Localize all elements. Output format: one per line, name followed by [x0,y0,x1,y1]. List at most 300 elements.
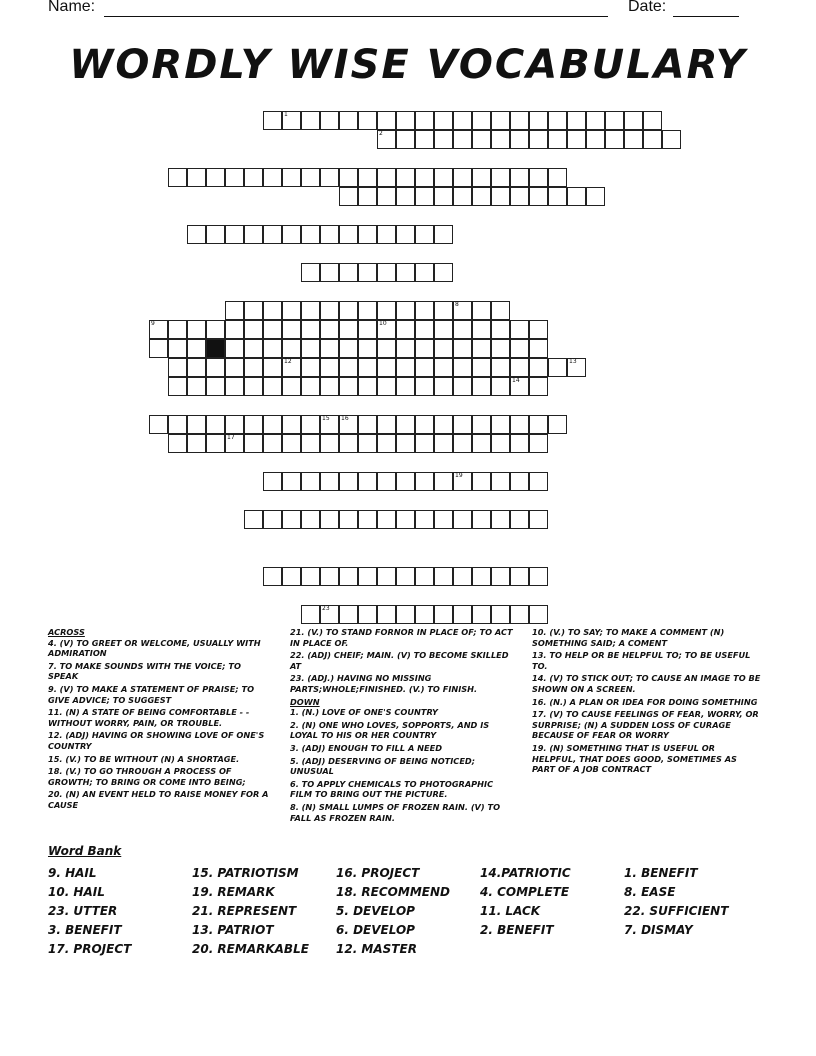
crossword-cell[interactable] [510,339,529,358]
crossword-cell[interactable] [586,111,605,130]
crossword-cell[interactable] [472,567,491,586]
crossword-cell[interactable] [244,377,263,396]
crossword-cell[interactable] [567,130,586,149]
crossword-cell[interactable] [529,605,548,624]
crossword-cell[interactable] [415,472,434,491]
crossword-cell[interactable] [415,111,434,130]
crossword-cell[interactable] [415,301,434,320]
crossword-cell[interactable] [320,377,339,396]
crossword-cell[interactable] [472,605,491,624]
crossword-cell[interactable] [282,434,301,453]
crossword-cell[interactable] [263,358,282,377]
crossword-cell[interactable] [339,187,358,206]
crossword-cell[interactable] [187,434,206,453]
crossword-cell[interactable] [491,510,510,529]
clues-column-3 [532,627,762,777]
crossword-cell[interactable] [320,358,339,377]
crossword-cell[interactable] [168,358,187,377]
crossword-cell[interactable] [510,168,529,187]
crossword-cell[interactable] [472,111,491,130]
crossword-cell[interactable] [168,339,187,358]
crossword-cell[interactable] [586,187,605,206]
crossword-cell[interactable] [320,320,339,339]
crossword-cell[interactable] [396,263,415,282]
crossword-cell[interactable] [586,130,605,149]
clue-across: 20. (N) AN EVENT HELD TO RAISE MONEY FOR A CAUSE [48,789,269,810]
crossword-cell[interactable] [415,358,434,377]
crossword-cell[interactable] [491,358,510,377]
crossword-cell[interactable] [320,605,339,624]
crossword-cell[interactable] [491,187,510,206]
crossword-cell[interactable] [339,111,358,130]
crossword-cell[interactable] [358,301,377,320]
crossword-cell[interactable] [339,263,358,282]
crossword-cell[interactable] [377,472,396,491]
crossword-cell[interactable] [358,225,377,244]
crossword-cell[interactable] [168,168,187,187]
crossword-cell[interactable] [548,130,567,149]
crossword-cell[interactable] [206,320,225,339]
crossword-cell[interactable] [529,567,548,586]
crossword-cell[interactable] [434,510,453,529]
crossword-cell[interactable] [377,111,396,130]
crossword-cell[interactable] [358,434,377,453]
crossword-cell[interactable] [263,320,282,339]
crossword-cell[interactable] [510,111,529,130]
crossword-cell[interactable] [434,320,453,339]
crossword-cell[interactable] [529,510,548,529]
crossword-cell[interactable] [358,510,377,529]
crossword-cell[interactable] [225,415,244,434]
crossword-cell[interactable] [396,320,415,339]
crossword-cell[interactable] [282,320,301,339]
crossword-cell[interactable] [358,168,377,187]
crossword-cell[interactable] [491,434,510,453]
crossword-cell[interactable] [472,130,491,149]
crossword-cell[interactable] [339,301,358,320]
crossword-cell[interactable] [415,187,434,206]
crossword-cell[interactable] [225,358,244,377]
crossword-cell[interactable] [510,358,529,377]
crossword-cell[interactable] [510,567,529,586]
crossword-cell[interactable] [453,320,472,339]
crossword-cell[interactable] [263,225,282,244]
crossword-cell[interactable] [605,111,624,130]
crossword-cell[interactable] [396,111,415,130]
crossword-cell[interactable] [301,339,320,358]
crossword-cell[interactable] [244,358,263,377]
crossword-cell[interactable] [225,225,244,244]
crossword-cell[interactable] [282,301,301,320]
crossword-cell[interactable] [377,377,396,396]
crossword-cell[interactable] [282,168,301,187]
crossword-cell[interactable] [624,111,643,130]
crossword-cell[interactable] [415,168,434,187]
crossword-cell[interactable] [206,377,225,396]
crossword-cell[interactable] [377,225,396,244]
crossword-cell[interactable] [396,567,415,586]
crossword-cell[interactable] [301,415,320,434]
crossword-cell[interactable] [548,111,567,130]
crossword-cell[interactable] [358,605,377,624]
crossword-cell[interactable] [472,358,491,377]
crossword-cell[interactable] [472,434,491,453]
crossword-cell[interactable] [510,320,529,339]
crossword-cell[interactable] [434,434,453,453]
crossword-cell[interactable] [244,301,263,320]
crossword-cell[interactable] [415,339,434,358]
crossword-cell[interactable] [396,605,415,624]
crossword-cell[interactable] [396,225,415,244]
crossword-cell[interactable] [187,168,206,187]
crossword-cell[interactable] [320,567,339,586]
crossword-cell[interactable] [396,187,415,206]
crossword-cell[interactable] [472,168,491,187]
crossword-cell[interactable] [206,168,225,187]
crossword-cell[interactable] [453,301,472,320]
word-bank-item: 19. REMARK [192,885,275,899]
crossword-cell[interactable] [453,567,472,586]
crossword-cell[interactable] [453,377,472,396]
crossword-cell[interactable] [263,510,282,529]
crossword-cell[interactable] [320,263,339,282]
crossword-cell[interactable] [263,567,282,586]
crossword-cell[interactable] [377,130,396,149]
crossword-cell[interactable] [396,358,415,377]
crossword-cell[interactable] [510,130,529,149]
crossword-cell[interactable] [529,320,548,339]
crossword-cell[interactable] [434,111,453,130]
crossword-cell[interactable] [339,510,358,529]
crossword-cell[interactable] [320,168,339,187]
word-bank-item: 13. PATRIOT [192,923,274,937]
crossword-cell[interactable] [472,415,491,434]
crossword-cell[interactable] [187,320,206,339]
crossword-cell[interactable] [301,301,320,320]
crossword-cell[interactable] [320,510,339,529]
crossword-cell[interactable] [168,415,187,434]
crossword-cell[interactable] [548,168,567,187]
crossword-cell[interactable] [225,320,244,339]
crossword-cell[interactable] [282,377,301,396]
crossword-cell[interactable] [415,320,434,339]
crossword-cell[interactable] [339,320,358,339]
crossword-cell[interactable] [434,225,453,244]
crossword-cell[interactable] [529,415,548,434]
crossword-cell[interactable] [225,434,244,453]
crossword-cell[interactable] [396,415,415,434]
crossword-cell[interactable] [225,301,244,320]
crossword-cell[interactable] [301,111,320,130]
crossword-cell[interactable] [472,339,491,358]
crossword-cell[interactable] [529,111,548,130]
crossword-cell[interactable] [396,301,415,320]
crossword-cell[interactable] [263,339,282,358]
crossword-cell[interactable] [377,605,396,624]
crossword-cell[interactable] [358,320,377,339]
crossword-cell[interactable] [358,263,377,282]
crossword-cell[interactable] [396,510,415,529]
crossword-cell[interactable] [605,130,624,149]
crossword-cell[interactable] [453,130,472,149]
crossword-cell[interactable] [434,358,453,377]
crossword-cell[interactable] [320,434,339,453]
crossword-cell[interactable] [377,320,396,339]
crossword-cell[interactable] [377,301,396,320]
crossword-cell[interactable] [149,415,168,434]
crossword-cell[interactable] [187,339,206,358]
crossword-cell[interactable] [472,301,491,320]
crossword-cell[interactable] [282,339,301,358]
crossword-cell[interactable] [491,472,510,491]
crossword-cell[interactable] [263,415,282,434]
crossword-cell[interactable] [434,339,453,358]
crossword-cell[interactable] [396,168,415,187]
crossword-cell[interactable] [529,434,548,453]
crossword-cell[interactable] [567,111,586,130]
crossword-cell[interactable] [472,320,491,339]
crossword-cell[interactable] [187,358,206,377]
crossword-cell[interactable] [529,472,548,491]
clue-across: 22. (ADJ) CHEIF; MAIN. (V) TO BECOME SKILLED AT [290,650,509,671]
crossword-cell[interactable] [548,358,567,377]
crossword-cell[interactable] [453,415,472,434]
crossword-cell[interactable] [244,339,263,358]
crossword-cell[interactable] [491,415,510,434]
crossword-cell[interactable] [491,320,510,339]
crossword-cell[interactable] [434,472,453,491]
crossword-cell[interactable] [510,472,529,491]
crossword-cell[interactable] [263,111,282,130]
crossword-cell[interactable] [244,225,263,244]
crossword-cell[interactable] [415,130,434,149]
crossword-cell[interactable] [301,358,320,377]
crossword-cell[interactable] [149,320,168,339]
crossword-cell[interactable] [434,415,453,434]
crossword-cell[interactable] [168,434,187,453]
crossword-cell[interactable] [339,339,358,358]
crossword-cell[interactable] [434,301,453,320]
crossword-cell[interactable] [301,225,320,244]
crossword-cell[interactable] [339,225,358,244]
crossword-cell[interactable] [453,339,472,358]
crossword-cell[interactable] [282,415,301,434]
crossword-cell[interactable] [358,567,377,586]
crossword-cell[interactable] [244,168,263,187]
crossword-cell[interactable] [339,434,358,453]
crossword-cell[interactable] [377,168,396,187]
crossword-cell[interactable] [662,130,681,149]
crossword-cell[interactable] [301,434,320,453]
crossword-cell[interactable] [453,605,472,624]
crossword-cell[interactable] [453,111,472,130]
crossword-cell[interactable] [358,415,377,434]
crossword-cell[interactable] [510,415,529,434]
crossword-cell[interactable] [624,130,643,149]
crossword-cell[interactable] [510,605,529,624]
crossword-cell[interactable] [491,567,510,586]
crossword-cell[interactable] [339,358,358,377]
crossword-cell[interactable] [301,510,320,529]
crossword-cell[interactable] [453,510,472,529]
crossword-cell[interactable] [472,187,491,206]
crossword-cell[interactable] [301,567,320,586]
crossword-cell[interactable] [491,605,510,624]
crossword-cell[interactable] [396,377,415,396]
crossword-cell[interactable] [434,263,453,282]
crossword-cell[interactable] [377,358,396,377]
crossword-cell[interactable] [434,377,453,396]
crossword-cell[interactable] [548,187,567,206]
crossword-cell[interactable] [168,377,187,396]
crossword-cell[interactable] [396,339,415,358]
crossword-cell[interactable] [339,605,358,624]
crossword-cell[interactable] [529,168,548,187]
clue-number: 10 [379,320,387,327]
crossword-cell[interactable] [225,377,244,396]
crossword-cell[interactable] [434,130,453,149]
crossword-cell[interactable] [282,567,301,586]
crossword-cell[interactable] [206,434,225,453]
crossword-cell[interactable] [491,168,510,187]
crossword-cell[interactable] [282,472,301,491]
crossword-cell[interactable] [377,434,396,453]
crossword-cell[interactable] [529,339,548,358]
crossword-cell[interactable] [339,415,358,434]
crossword-cell[interactable] [187,377,206,396]
crossword-cell[interactable] [339,472,358,491]
crossword-cell[interactable] [567,187,586,206]
crossword-cell[interactable] [320,301,339,320]
crossword-cell[interactable] [415,434,434,453]
crossword-cell[interactable] [491,111,510,130]
crossword-cell[interactable] [263,472,282,491]
crossword-cell[interactable] [453,358,472,377]
crossword-cell[interactable] [206,358,225,377]
crossword-cell[interactable] [282,225,301,244]
crossword-cell[interactable] [415,605,434,624]
crossword-cell[interactable] [244,415,263,434]
crossword-cell[interactable] [301,377,320,396]
crossword-cell[interactable] [206,225,225,244]
crossword-cell[interactable] [643,130,662,149]
crossword-cell[interactable] [358,377,377,396]
crossword-cell[interactable] [453,187,472,206]
crossword-cell[interactable] [320,415,339,434]
crossword-cell[interactable] [339,567,358,586]
crossword-cell[interactable] [244,434,263,453]
crossword-cell[interactable] [415,263,434,282]
crossword-cell[interactable] [339,377,358,396]
crossword-cell[interactable] [377,567,396,586]
crossword-cell[interactable] [225,168,244,187]
crossword-cell[interactable] [529,130,548,149]
crossword-cell[interactable] [301,605,320,624]
crossword-cell[interactable] [377,339,396,358]
crossword-cell[interactable] [263,168,282,187]
crossword-cell[interactable] [358,187,377,206]
crossword-cell[interactable] [282,111,301,130]
crossword-cell[interactable] [434,567,453,586]
crossword-cell[interactable] [320,339,339,358]
crossword-cell[interactable] [415,567,434,586]
crossword-cell[interactable] [301,320,320,339]
crossword-cell[interactable] [472,377,491,396]
crossword-cell[interactable] [377,510,396,529]
crossword-cell[interactable] [415,377,434,396]
crossword-cell[interactable] [434,605,453,624]
crossword-cell[interactable] [244,510,263,529]
crossword-cell[interactable] [377,415,396,434]
crossword-cell[interactable] [529,377,548,396]
crossword-cell[interactable] [339,168,358,187]
crossword-cell[interactable] [548,415,567,434]
crossword-cell[interactable] [415,510,434,529]
crossword-cell[interactable] [244,320,263,339]
crossword-cell[interactable] [415,415,434,434]
crossword-cell[interactable] [282,510,301,529]
crossword-cell[interactable] [510,510,529,529]
crossword-cell[interactable] [206,415,225,434]
crossword-cell[interactable] [320,472,339,491]
crossword-cell[interactable] [491,130,510,149]
crossword-cell[interactable] [187,225,206,244]
crossword-cell[interactable] [510,377,529,396]
crossword-cell[interactable] [263,377,282,396]
crossword-cell[interactable] [453,168,472,187]
crossword-cell[interactable] [491,339,510,358]
crossword-cell[interactable] [529,187,548,206]
crossword-cell[interactable] [396,472,415,491]
crossword-cell[interactable] [396,130,415,149]
crossword-cell[interactable] [434,168,453,187]
crossword-cell[interactable] [225,339,244,358]
crossword-cell[interactable] [472,472,491,491]
crossword-cell[interactable] [567,358,586,377]
crossword-cell[interactable] [529,358,548,377]
crossword-cell[interactable] [358,358,377,377]
crossword-cell[interactable] [301,168,320,187]
crossword-cell[interactable] [415,225,434,244]
crossword-cell[interactable] [263,301,282,320]
word-bank-item: 22. SUFFICIENT [624,904,729,918]
crossword-cell[interactable] [168,320,187,339]
crossword-cell[interactable] [643,111,662,130]
crossword-cell[interactable] [320,225,339,244]
crossword-cell[interactable] [396,434,415,453]
crossword-cell[interactable] [358,111,377,130]
crossword-cell[interactable] [187,415,206,434]
crossword-cell[interactable] [301,263,320,282]
crossword-cell[interactable] [301,472,320,491]
crossword-cell[interactable] [358,472,377,491]
crossword-cell[interactable] [510,187,529,206]
crossword-cell[interactable] [510,434,529,453]
crossword-cell[interactable] [282,358,301,377]
crossword-cell[interactable] [263,434,282,453]
crossword-cell[interactable] [149,339,168,358]
crossword-cell[interactable] [377,187,396,206]
crossword-cell[interactable] [320,111,339,130]
crossword-cell[interactable] [453,472,472,491]
crossword-cell[interactable] [453,434,472,453]
crossword-cell[interactable] [358,339,377,358]
crossword-cell[interactable] [377,263,396,282]
crossword-cell[interactable] [491,301,510,320]
crossword-cell[interactable] [472,510,491,529]
crossword-cell[interactable] [434,187,453,206]
crossword-cell[interactable] [491,377,510,396]
